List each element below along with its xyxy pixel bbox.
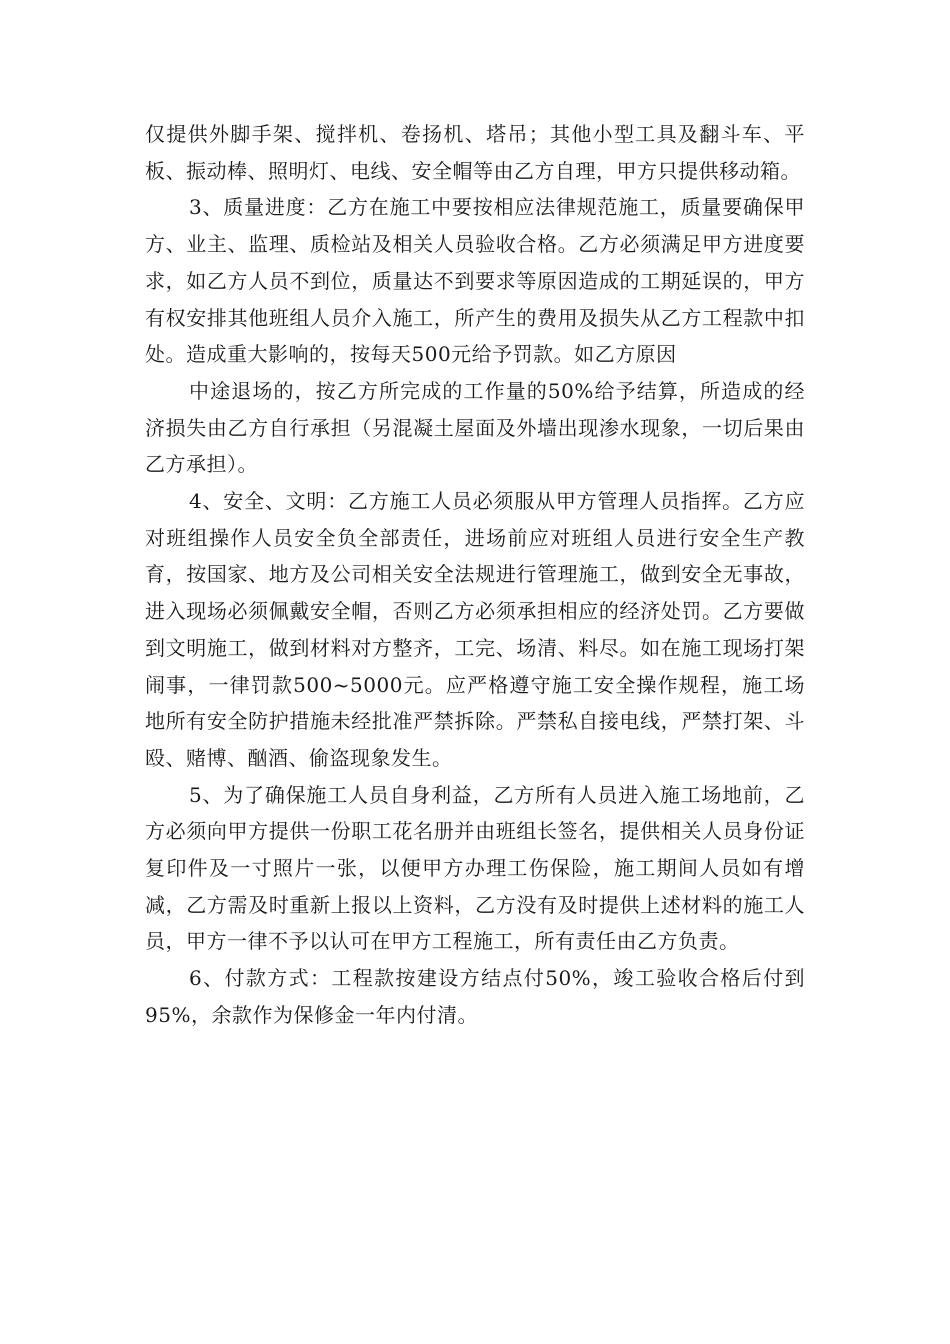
document-page (145, 116, 805, 1034)
paragraph-worker-interests: 5、为了确保施工人员自身利益，乙方所有人员进入施工场地前，乙方必须向甲方提供一份职工花名册并由班组长签名，提供相关人员身份证复印件及一寸照片一张，以便甲方办理工伤保险，施工期间人员如有增减，乙方需及时重新上报以上资料，乙方没有及时提供上述材料的施工人员，甲方一律不予以认可在甲方工程施工，所有责任由乙方负责。 (145, 782, 805, 954)
paragraph-quality-progress: 3、质量进度：乙方在施工中要按相应法律规范施工，质量要确保甲方、业主、监理、质检站及相关人员验收合格。乙方必须满足甲方进度要求，如乙方人员不到位，质量达不到要求等原因造成的工期延误的，甲方有权安排其他班组人员介入施工，所产生的费用及损失从乙方工程款中扣处。造成重大影响的，按每天500元给予罚款。如乙方原因 (145, 195, 805, 367)
paragraph-payment-method: 6、付款方式：工程款按建设方结点付50%，竣工验收合格后付到95%，余款作为保修金一年内付清。 (145, 966, 805, 1027)
paragraph-tools: 仅提供外脚手架、搅拌机、卷扬机、塔吊；其他小型工具及翻斗车、平板、振动棒、照明灯、电线、安全帽等由乙方自理，甲方只提供移动箱。 (145, 122, 805, 183)
paragraph-safety-civilization: 4、安全、文明：乙方施工人员必须服从甲方管理人员指挥。乙方应对班组操作人员安全负全部责任，进场前应对班组人员进行安全生产教育，按国家、地方及公司相关安全法规进行管理施工，做到安全无事故，进入现场必须佩戴安全帽，否则乙方必须承担相应的经济处罚。乙方要做到文明施工，做到材料对方整齐，工完、场清、料尽。如在施工现场打架闹事，一律罚款500~5000元。应严格遵守施工安全操作规程，施工场地所有安全防护措施未经批准严禁拆除。严禁私自接电线，严禁打架、斗殴、赌博、酗酒、偷盗现象发生。 (145, 489, 805, 770)
paragraph-midway-exit: 中途退场的，按乙方所完成的工作量的50%给予结算，所造成的经济损失由乙方自行承担（另混凝土屋面及外墙出现渗水现象，一切后果由乙方承担）。 (145, 378, 805, 477)
